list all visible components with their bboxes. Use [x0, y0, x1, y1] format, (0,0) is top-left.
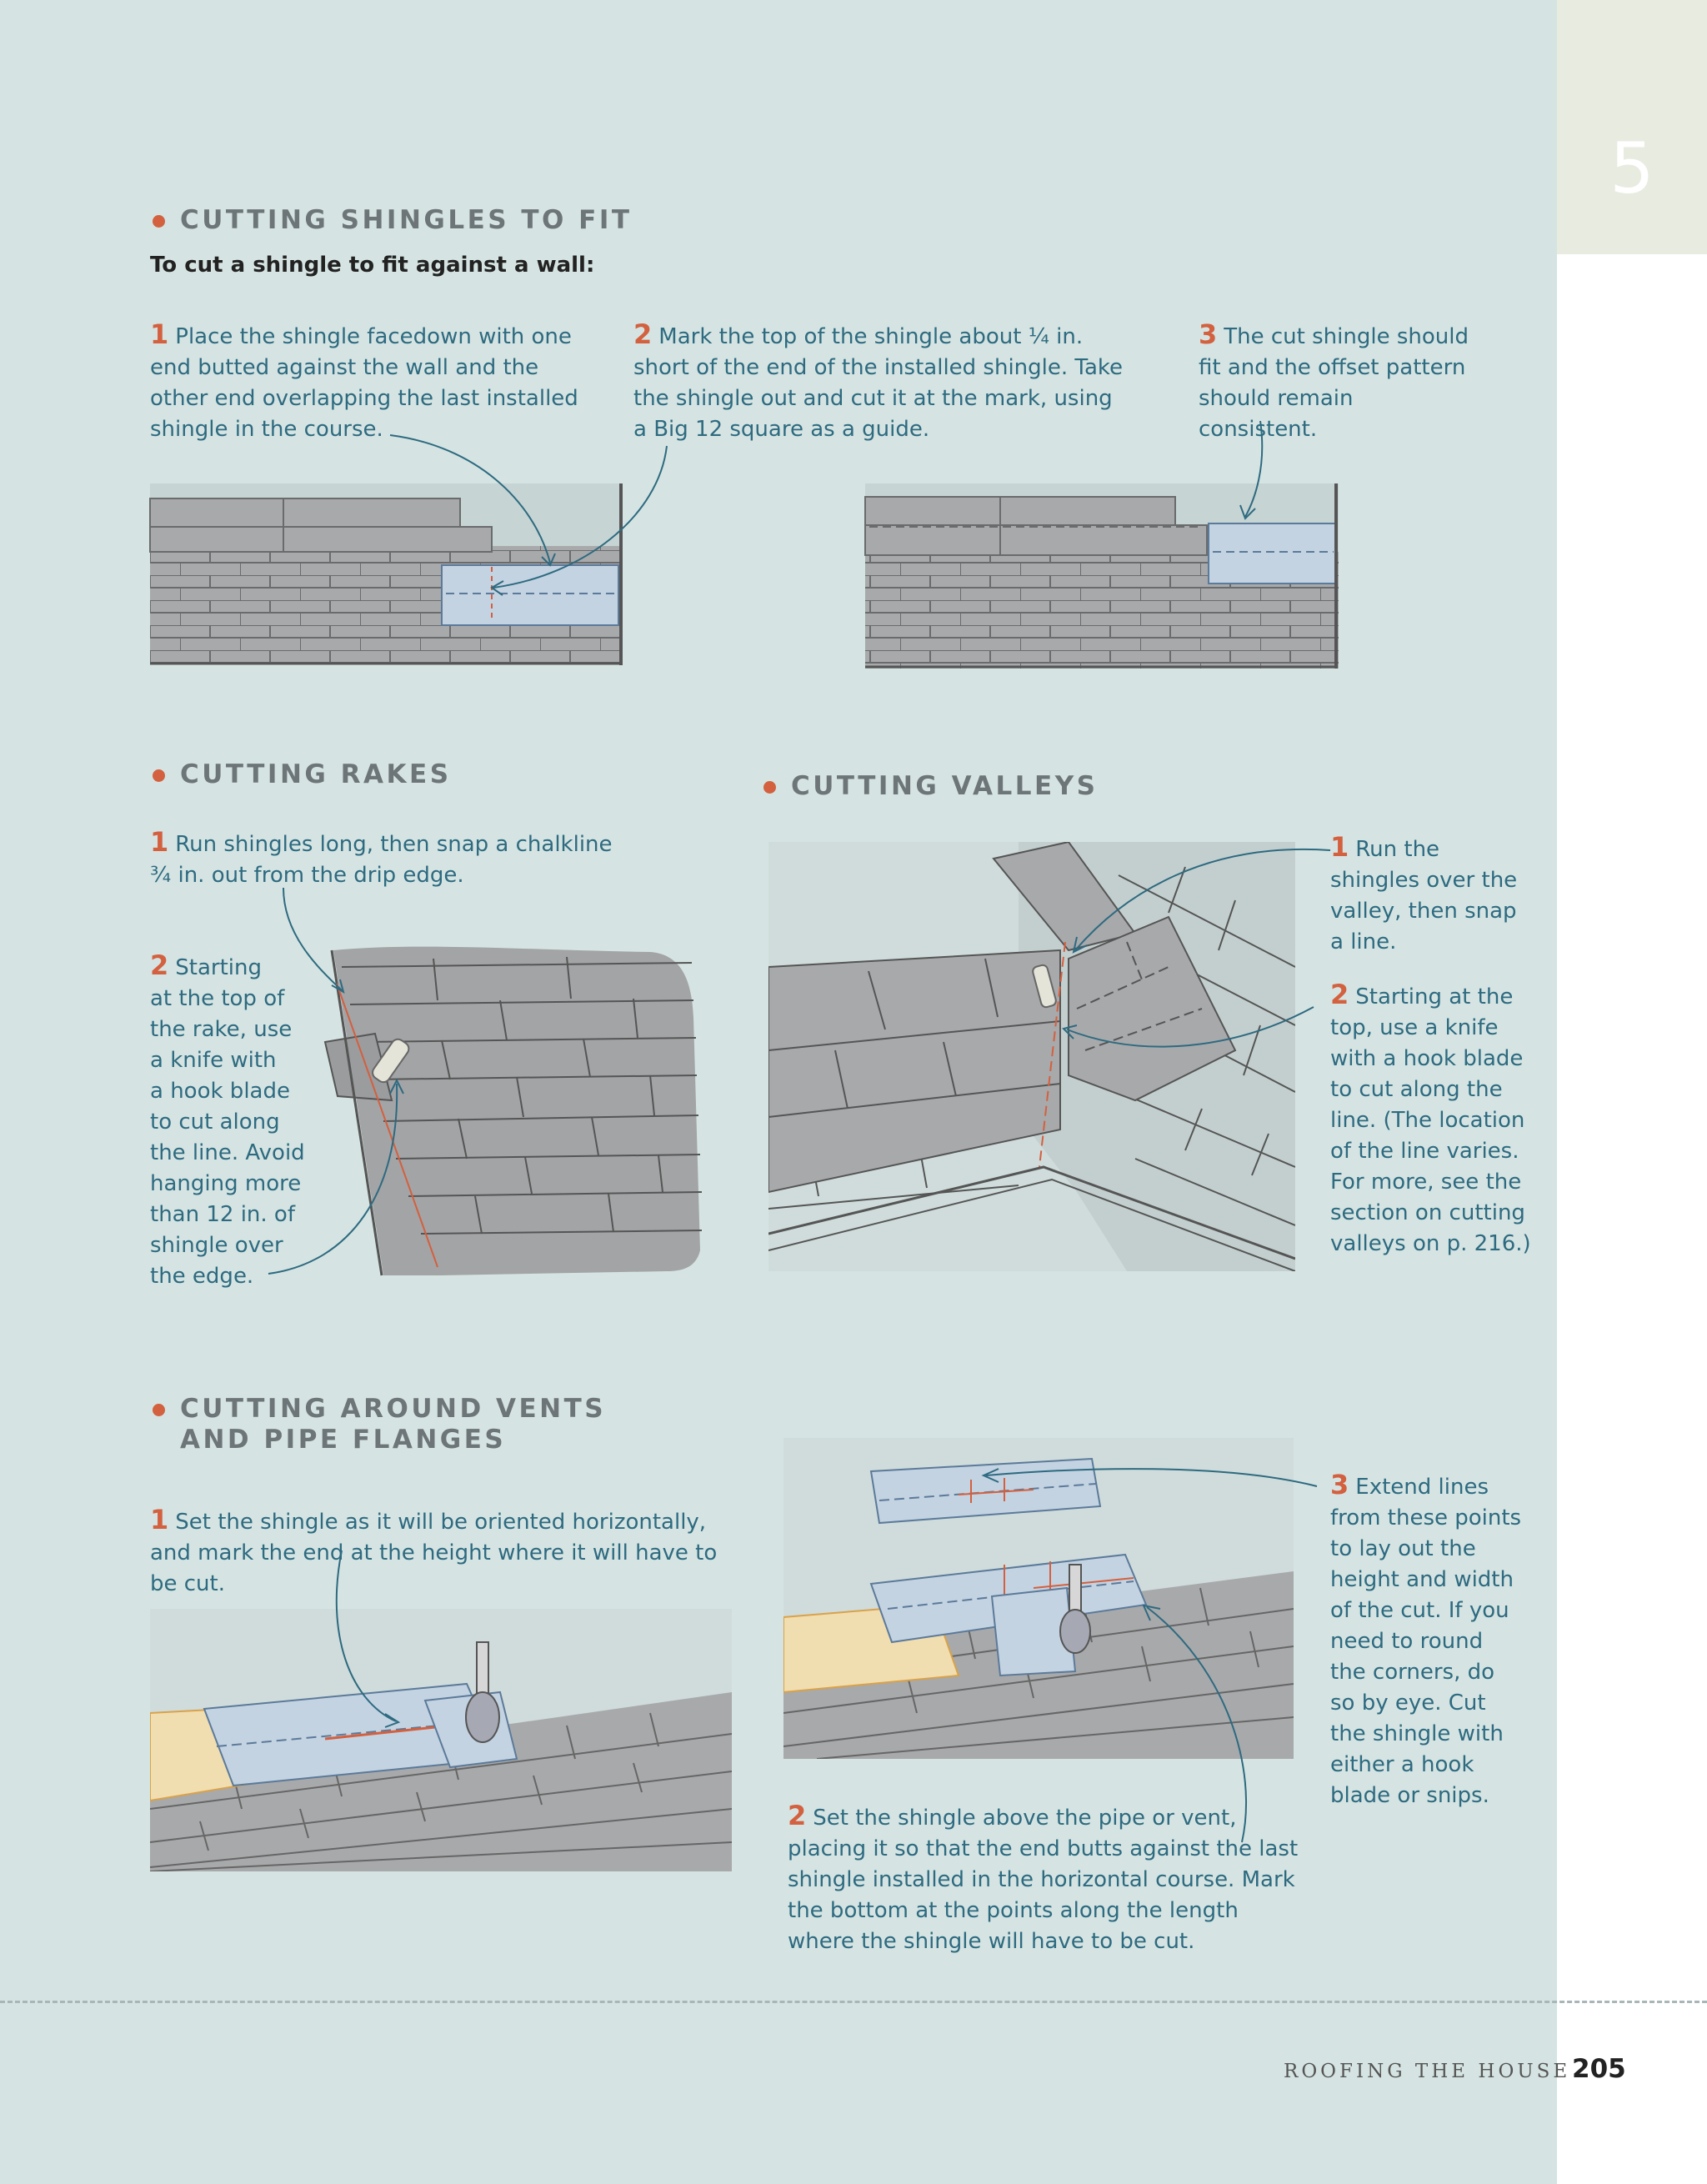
section-heading-cutting-rakes: CUTTING RAKES: [180, 759, 452, 790]
step-text: Set the shingle as it will be oriented horizontally, and mark the end at the height where it will have to be cut.: [150, 1510, 718, 1596]
step-text: Mark the top of the shingle about ¼ in. short of the end of the installed shingle. Take the shingle out and cut it at the mark, using a Big 12 square as a guide.: [633, 324, 1124, 442]
step-2-vents: [788, 1801, 1300, 1957]
step-3-vents: 3 Extend lines from these points to lay out the height and width of the cut. If you need to round the corners, do so by eye. Cut the shingle with either a hook blade or snips.: [1330, 1469, 1522, 1808]
chapter-number: 5: [1609, 128, 1654, 209]
section-heading-cutting-shingles: CUTTING SHINGLES TO FIT: [180, 205, 633, 236]
step-number: 2: [633, 318, 653, 350]
step-1-valleys: 1 Run the shingles over the valley, then snap a line.: [1330, 831, 1518, 954]
running-footer: ROOFING THE HOUSE: [1284, 2061, 1571, 2082]
page-number: 205: [1572, 2054, 1626, 2084]
step-text: Run shingles long, then snap a chalkline ¾ in. out from the drip edge.: [150, 832, 613, 888]
step-text: Set the shingle above the pipe or vent, placing it so that the end butts against the last shingle installed in the horizontal course. Mark the bottom at the points along the length where the shingle will have to be cut.: [788, 1806, 1299, 1954]
step-2-valleys: 2 Starting at the top, use a knife with a hook blade to cut along the line. (The location of the line varies. For more, see the section on cutting valleys on p. 216.): [1330, 979, 1531, 1256]
step-number: 2: [1330, 979, 1349, 1010]
step-number: 1: [150, 318, 169, 350]
step-text: The cut shingle should fit and the offset pattern should remain consistent.: [1199, 324, 1469, 442]
step-number: 1: [1330, 831, 1349, 863]
step-number: 3: [1199, 318, 1218, 350]
step-number: 1: [150, 826, 169, 858]
step-number: 1: [150, 1504, 169, 1535]
step-number: 3: [1330, 1469, 1349, 1500]
footer-divider: [0, 2001, 1707, 2003]
section-heading-cutting-vents: CUTTING AROUND VENTS AND PIPE FLANGES: [180, 1394, 606, 1455]
step-2-rakes: 2 Starting at the top of the rake, use a knife with a hook blade to cut along the line. Avoid hanging more than 12 in. of shingle over the edge.: [150, 949, 305, 1289]
step-number: 2: [150, 949, 169, 981]
section-heading-cutting-valleys: CUTTING VALLEYS: [791, 771, 1098, 802]
step-number: 2: [788, 1800, 807, 1831]
section-intro: To cut a shingle to fit against a wall:: [150, 253, 595, 278]
step-text: Place the shingle facedown with one end butted against the wall and the other end overlapping the last installed shingle in the course.: [150, 324, 578, 442]
